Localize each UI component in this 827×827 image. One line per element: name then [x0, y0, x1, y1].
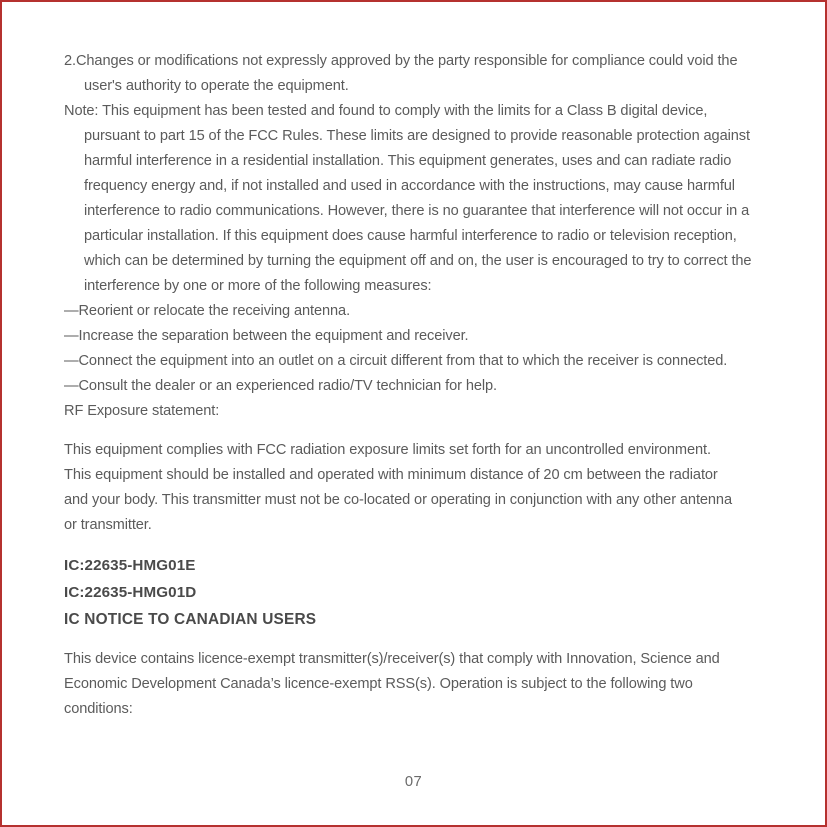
page-number: 07: [404, 774, 423, 790]
fcc-measure-item: —Reorient or relocate the receiving antenna.: [64, 303, 351, 319]
rf-exposure-body: This equipment complies with FCC radiation exposure limits set forth for an uncontrolled environment. This equipment should be installed and operated with minimum distance of 20 cm between the radiator and your body. This transmitter must not be co-located or operating in conjunction with any other antenna or transmitter.: [64, 442, 732, 533]
ic-notice-body: This device contains licence-exempt transmitter(s)/receiver(s) that comply with Innovation, Science and Economic Development Canada’s licence-exempt RSS(s). Operation is subject to the following two conditions:: [64, 651, 720, 717]
section-spacer: [64, 538, 764, 552]
page-inner: [2, 2, 825, 825]
fcc-measure-item: —Connect the equipment into an outlet on a circuit different from that to which the receiver is connected.: [64, 353, 728, 369]
fcc-measure-item: —Consult the dealer or an experienced radio/TV technician for help.: [64, 378, 497, 394]
section-spacer: [64, 424, 764, 438]
fcc-measure-item: —Increase the separation between the equipment and receiver.: [64, 328, 469, 344]
fcc-item-2-paragraph: 2.Changes or modifications not expressly approved by the party responsible for compliance could void the user's authority to operate the equipment.: [64, 53, 738, 94]
rf-exposure-heading: RF Exposure statement:: [64, 403, 220, 419]
ic-code-e: IC:22635-HMG01E: [64, 557, 196, 574]
ic-notice-heading: IC NOTICE TO CANADIAN USERS: [64, 611, 317, 628]
document-content: [64, 49, 764, 722]
ic-code-d: IC:22635-HMG01D: [64, 584, 197, 601]
fcc-note-paragraph: Note: This equipment has been tested and found to comply with the limits for a Class B digital device, pursuant to part 15 of the FCC Rules. These limits are designed to provide reasonable protection against harmful interference in a residential installation. This equipment generates, uses and can radiate radio frequency energy and, if not installed and used in accordance with the instructions, may cause harmful interference to radio communications. However, there is no guarantee that interference will not occur in a particular installation. If this equipment does cause harmful interference to radio or television reception, which can be determined by turning the equipment off and on, the user is encouraged to try to correct the interference by one or more of the following measures:: [64, 103, 752, 294]
section-spacer: [64, 633, 764, 647]
